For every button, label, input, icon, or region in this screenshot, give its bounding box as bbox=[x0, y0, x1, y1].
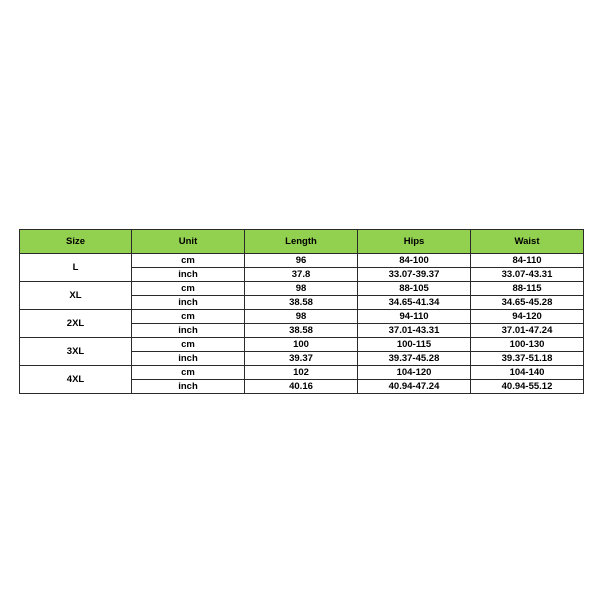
waist-cell: 100-130 bbox=[471, 338, 584, 352]
table-row bbox=[20, 338, 584, 352]
length-cell: 98 bbox=[245, 282, 358, 296]
waist-cell: 34.65-45.28 bbox=[471, 296, 584, 310]
unit-cell: inch bbox=[132, 352, 245, 366]
header-row bbox=[20, 230, 584, 254]
length-cell: 37.8 bbox=[245, 268, 358, 282]
waist-cell: 40.94-55.12 bbox=[471, 380, 584, 394]
table-row bbox=[20, 254, 584, 268]
waist-cell: 33.07-43.31 bbox=[471, 268, 584, 282]
waist-cell: 104-140 bbox=[471, 366, 584, 380]
hips-cell: 84-100 bbox=[358, 254, 471, 268]
length-cell: 96 bbox=[245, 254, 358, 268]
header-unit: Unit bbox=[132, 230, 245, 254]
hips-cell: 100-115 bbox=[358, 338, 471, 352]
hips-cell: 39.37-45.28 bbox=[358, 352, 471, 366]
size-cell: 2XL bbox=[20, 310, 132, 338]
table-row bbox=[20, 282, 584, 296]
waist-cell: 84-110 bbox=[471, 254, 584, 268]
unit-cell: inch bbox=[132, 324, 245, 338]
unit-cell: cm bbox=[132, 338, 245, 352]
size-chart-table bbox=[19, 229, 584, 394]
waist-cell: 88-115 bbox=[471, 282, 584, 296]
length-cell: 102 bbox=[245, 366, 358, 380]
unit-cell: cm bbox=[132, 282, 245, 296]
header-length: Length bbox=[245, 230, 358, 254]
length-cell: 38.58 bbox=[245, 296, 358, 310]
header-size: Size bbox=[20, 230, 132, 254]
hips-cell: 37.01-43.31 bbox=[358, 324, 471, 338]
length-cell: 39.37 bbox=[245, 352, 358, 366]
hips-cell: 40.94-47.24 bbox=[358, 380, 471, 394]
waist-cell: 39.37-51.18 bbox=[471, 352, 584, 366]
hips-cell: 94-110 bbox=[358, 310, 471, 324]
size-cell: L bbox=[20, 254, 132, 282]
unit-cell: inch bbox=[132, 268, 245, 282]
waist-cell: 94-120 bbox=[471, 310, 584, 324]
hips-cell: 88-105 bbox=[358, 282, 471, 296]
header-waist: Waist bbox=[471, 230, 584, 254]
header-hips: Hips bbox=[358, 230, 471, 254]
unit-cell: cm bbox=[132, 366, 245, 380]
table-row bbox=[20, 366, 584, 380]
hips-cell: 104-120 bbox=[358, 366, 471, 380]
length-cell: 98 bbox=[245, 310, 358, 324]
unit-cell: inch bbox=[132, 380, 245, 394]
length-cell: 38.58 bbox=[245, 324, 358, 338]
waist-cell: 37.01-47.24 bbox=[471, 324, 584, 338]
size-cell: XL bbox=[20, 282, 132, 310]
hips-cell: 33.07-39.37 bbox=[358, 268, 471, 282]
size-cell: 3XL bbox=[20, 338, 132, 366]
size-cell: 4XL bbox=[20, 366, 132, 394]
unit-cell: cm bbox=[132, 254, 245, 268]
unit-cell: inch bbox=[132, 296, 245, 310]
hips-cell: 34.65-41.34 bbox=[358, 296, 471, 310]
length-cell: 100 bbox=[245, 338, 358, 352]
table-row bbox=[20, 310, 584, 324]
unit-cell: cm bbox=[132, 310, 245, 324]
length-cell: 40.16 bbox=[245, 380, 358, 394]
